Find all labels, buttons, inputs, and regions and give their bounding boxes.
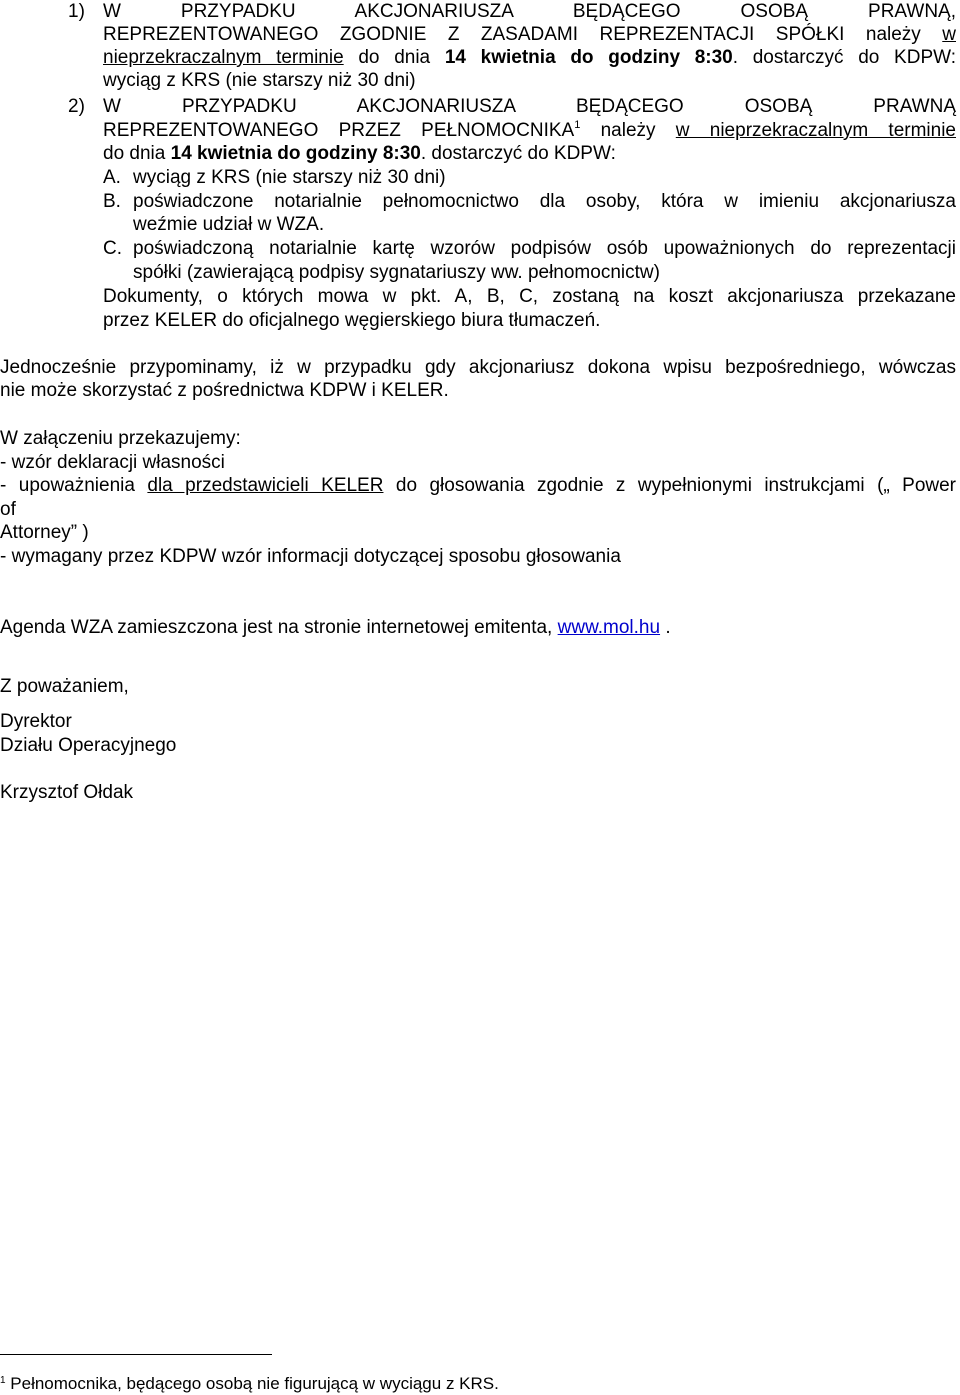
item-1-number: 1) [68,1,85,22]
footnote-mark: 1 [0,1375,6,1386]
item-2-line-3: do dnia 14 kwietnia do godziny 8:30. dostarczyć do KDPW: [103,143,616,164]
attachments-heading: W załączeniu przekazujemy: [0,428,241,449]
item-2-sub-b-label: B. [103,191,121,212]
footnote [0,1373,499,1395]
item-2-sub-c-line-2: spółki (zawierającą podpisy sygnatariuszy ww. pełnomocnictw) [133,262,660,283]
item-2-documents-line-2: przez KELER do oficjalnego węgierskiego biura tłumaczeń. [103,310,601,331]
reminder-line-1: Jednocześnie przypominamy, iż w przypadku gdy akcjonariusz dokona wpisu bezpośredniego, wówczas [0,357,956,378]
signatory-title-2: Działu Operacyjnego [0,735,177,756]
item-1-line-2: REPREZENTOWANEGO ZGODNIE Z ZASADAMI REPREZENTACJI SPÓŁKI należy w [103,24,956,45]
item-2-sub-c-label: C. [103,238,122,259]
item-2-sub-c-line-1: poświadczoną notarialnie kartę wzorów podpisów osób upoważnionych do reprezentacji [133,238,956,259]
footnote-separator [0,1354,272,1355]
signatory-title-1: Dyrektor [0,711,72,732]
website-link[interactable]: www.mol.hu [557,617,661,638]
closing-greeting: Z poważaniem, [0,676,129,697]
item-1-line-1: W PRZYPADKU AKCJONARIUSZA BĘDĄCEGO OSOBĄ PRAWNĄ, [103,1,956,22]
agenda-line: Agenda WZA zamieszczona jest na stronie internetowej emitenta, www.mol.hu . [0,617,671,638]
item-2-line-2: REPREZENTOWANEGO PRZEZ PEŁNOMOCNIKA$^1$ należy w nieprzekraczalnym terminie [103,119,956,141]
item-2-line-1: W PRZYPADKU AKCJONARIUSZA BĘDĄCEGO OSOBĄ PRAWNĄ [103,96,956,117]
attachment-item-3: - wymagany przez KDPW wzór informacji dotyczącej sposobu głosowania [0,546,621,567]
item-2-sub-a-text: wyciąg z KRS (nie starszy niż 30 dni) [133,167,446,188]
reminder-line-2: nie może skorzystać z pośrednictwa KDPW i KELER. [0,380,449,401]
footnote-text: Pełnomocnika, będącego osobą nie figurującą w wyciągu z KRS. [5,1374,499,1393]
attachment-item-1: - wzór deklaracji własności [0,452,225,473]
attachment-item-2-cont-1: of [0,499,16,520]
item-2-sub-a-label: A. [103,167,121,188]
attachment-item-2-cont-2: Attorney” ) [0,522,89,543]
attachment-item-2: - upoważnienia dla przedstawicieli KELER do głosowania zgodnie z wypełnionymi instrukcjami („ Power [0,475,957,496]
signatory-name: Krzysztof Ołdak [0,782,134,803]
item-2-documents-line-1: Dokumenty, o których mowa w pkt. A, B, C, zostaną na koszt akcjonariusza przekazane [103,286,956,307]
item-2-number: 2) [68,96,85,117]
item-1-line-3: nieprzekraczalnym terminie do dnia 14 kwietnia do godziny 8:30. dostarczyć do KDPW: [103,47,956,68]
footnote-ref: 1 [574,119,581,131]
item-2-sub-b-line-2: weźmie udział w WZA. [133,214,325,235]
item-1-line-4: wyciąg z KRS (nie starszy niż 30 dni) [103,70,416,91]
item-2-sub-b-line-1: poświadczone notarialnie pełnomocnictwo dla osoby, która w imieniu akcjonariusza [133,191,956,212]
